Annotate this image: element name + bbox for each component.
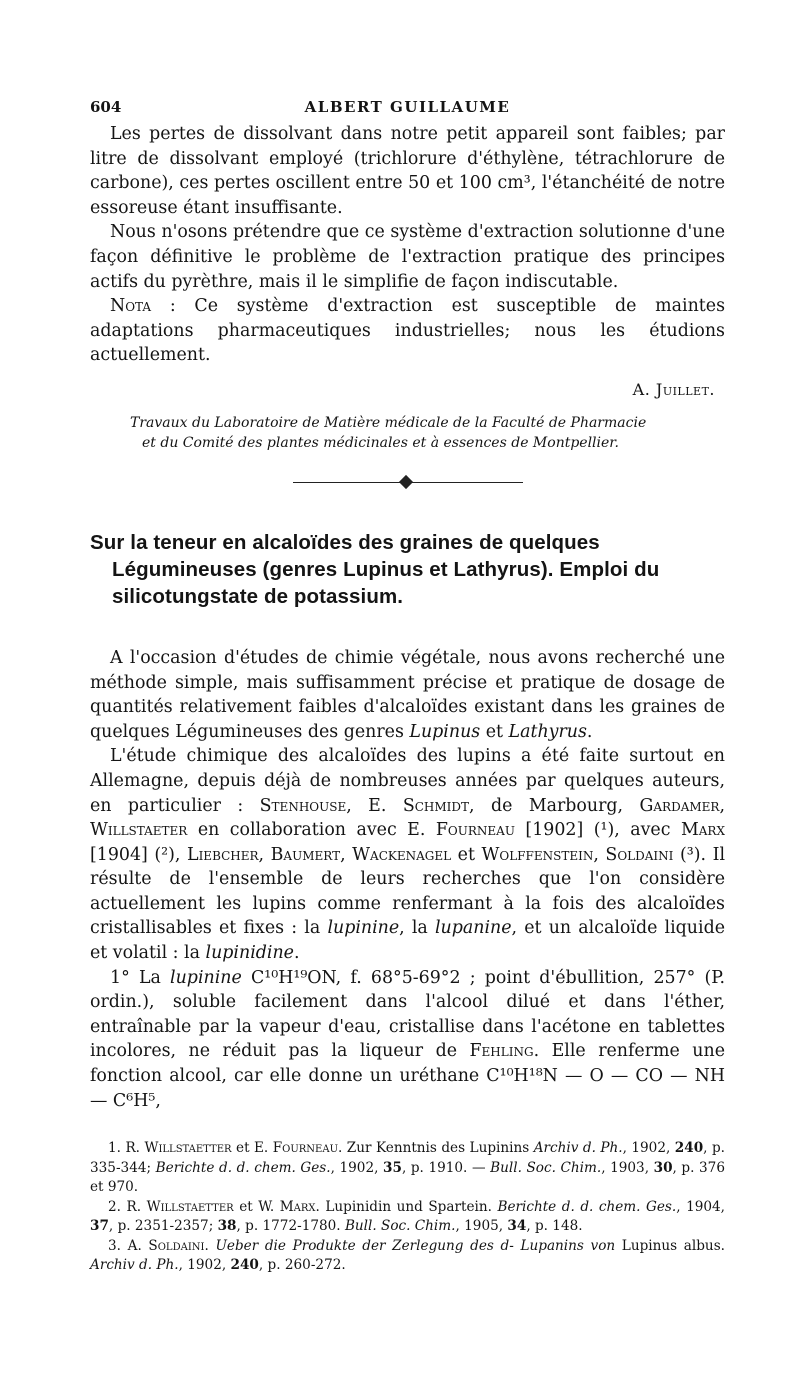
- author-name: Soldaini: [605, 844, 674, 865]
- text-run: . Elle renferme une fonction alcool, car elle donne un uréthane C¹⁰H¹⁸N — O — CO — NH — C⁶H⁵,: [90, 1041, 725, 1111]
- footnote-1: [90, 1139, 725, 1198]
- paragraph-solvent-losses: Les pertes de dissolvant dans notre petit appareil sont faibles; par litre de dissolvant employé (trichlorure d'éthylène, tétrachlorure de carbone), ces pertes oscillent entre 50 et 100 cm³, l'étanchéité de notre essoreuse étant insuffisante.: [90, 124, 725, 218]
- author-name: Willstaetter: [146, 1198, 234, 1215]
- text-run: , p. 376 et 970.: [90, 1159, 725, 1196]
- footnote-2: [90, 1198, 725, 1237]
- text-run: , p. 148.: [526, 1218, 583, 1235]
- text-run: .: [586, 721, 593, 742]
- paragraph-chemical-study: [90, 744, 725, 965]
- page-number: 604: [90, 98, 122, 116]
- text-run: ,: [719, 795, 725, 816]
- text-run: , p. 2351-2357;: [108, 1218, 218, 1235]
- author-name: Schmidt: [402, 795, 470, 816]
- author-name: Fehling: [469, 1041, 534, 1062]
- text-run: , 1902,: [622, 1140, 675, 1157]
- article-title: Sur la teneur en alcaloïdes des graines de quelques Légumineuses (genres Lupinus et Lathyrus). Emploi du silicotungstate de potassium.: [90, 530, 660, 608]
- author-name: Willstaetter: [144, 1140, 232, 1157]
- page-header: [90, 92, 725, 122]
- volume-number: 240: [674, 1140, 704, 1157]
- nota-label: Nota: [110, 296, 152, 317]
- text-run: , p. 335-344;: [90, 1140, 725, 1176]
- text-run: , de Marbourg,: [469, 795, 640, 816]
- author-name: Stenhouse: [259, 795, 347, 816]
- text-run: (³). Il résulte de l'ensemble de leurs recherches que l'on considère actuellement les lupins comme renfermant à la fois des alcaloïdes cristallisables et fixes : la: [90, 844, 726, 939]
- laboratory-note: [90, 413, 725, 453]
- text-run: 2. R.: [108, 1198, 147, 1215]
- volume-number: 30: [653, 1159, 673, 1176]
- paragraph-extraction-system: Nous n'osons prétendre que ce système d'extraction solutionne d'une façon définitive le problème de l'extraction pratique des principes actifs du pyrèthre, mais il le simplifie de façon indiscutable.: [90, 222, 725, 292]
- page: [90, 92, 725, 1276]
- article-title-german: Ueber die Produkte der Zerlegung des d- Lupanins von: [215, 1237, 616, 1254]
- author-name: Marx: [279, 1198, 316, 1215]
- text-run: 3. A.: [108, 1237, 149, 1254]
- author-name: Wackenagel: [352, 844, 452, 865]
- text-run: A l'occasion d'études de chimie végétale, nous avons recherché une méthode simple, mais suffisamment précise et pratique de dosage de quantités relativement faibles d'alcaloïdes existant dans les graines de quelques Légumineuses des genres: [90, 647, 725, 742]
- author-name: Baumert: [270, 844, 341, 865]
- volume-number: 37: [90, 1218, 109, 1235]
- text-run: 1° La: [110, 967, 171, 988]
- compound-name: lupinine: [327, 918, 400, 939]
- text-run: , 1902,: [178, 1257, 231, 1274]
- text-run: , la: [399, 918, 435, 939]
- laboratory-note-line-2: et du Comité des plantes médicinales et à essences de Montpellier.: [142, 434, 619, 451]
- text-run: . Lupinidin und Spartein.: [315, 1198, 498, 1215]
- volume-number: 35: [383, 1159, 402, 1176]
- text-run: L'étude chimique des alcaloïdes des lupins a été faite surtout en Allemagne, depuis déjà de nombreuses années par quelques auteurs, en particulier :: [90, 746, 725, 816]
- text-run: , p. 260-272.: [258, 1257, 346, 1274]
- text-run: ,: [340, 844, 353, 865]
- text-run: C¹⁰H¹⁹ON, f. 68°5-69°2 ; point d'ébullition, 257° (P. ordin.), soluble facilement dans l'alcool dilué et dans l'éther, entraînable par la vapeur d'eau, cristallise dans l'acétone en tablettes incolores, ne réduit pas la liqueur de: [90, 967, 726, 1062]
- text-run: Lupinus albus.: [615, 1237, 725, 1254]
- journal-name: Berichte d. d. chem. Ges.: [155, 1159, 331, 1176]
- text-run: , 1905,: [455, 1218, 508, 1235]
- article-body: [90, 646, 725, 1113]
- text-run: et E.: [231, 1140, 273, 1157]
- text-run: , 1903,: [601, 1159, 654, 1176]
- running-title: ALBERT GUILLAUME: [304, 98, 511, 116]
- text-run: .: [204, 1237, 216, 1254]
- author-name: Wolffenstein: [481, 844, 594, 865]
- paragraph-intro: [90, 646, 725, 744]
- text-run: et W.: [233, 1198, 280, 1215]
- text-run: [1902] (¹), avec: [514, 820, 681, 841]
- journal-name: Bull. Soc. Chim.: [344, 1218, 456, 1235]
- author-name: Marx: [680, 820, 725, 841]
- author-name: Gardamer: [639, 795, 720, 816]
- nota-text: : Ce système d'extraction est susceptible de maintes adaptations pharmaceutiques industrielles; nous les étudions actuellement.: [90, 296, 725, 366]
- author-name: Soldaini: [148, 1237, 205, 1254]
- author-name: Liebcher: [187, 844, 259, 865]
- footnotes: [90, 1139, 725, 1276]
- author-name: Fourneau: [435, 820, 515, 841]
- text-run: [1904] (²),: [90, 844, 188, 865]
- diamond-ornament-icon: [398, 475, 412, 489]
- text-run: , p. 1910. —: [401, 1159, 491, 1176]
- journal-name: Archiv d. Ph.: [533, 1140, 623, 1157]
- author-name: Willstaeter: [90, 820, 188, 841]
- volume-number: 38: [217, 1218, 237, 1235]
- text-run: ,: [258, 844, 271, 865]
- genus-name: Lupinus: [409, 721, 481, 742]
- text-run: . Zur Kenntnis des Lupinins: [338, 1140, 534, 1157]
- author-signature: A. Juillet.: [632, 379, 715, 399]
- genus-name: Lathyrus: [508, 721, 587, 742]
- text-run: , 1904,: [676, 1198, 726, 1215]
- journal-name: Bull. Soc. Chim.: [490, 1159, 602, 1176]
- laboratory-note-line-1: Travaux du Laboratoire de Matière médicale de la Faculté de Pharmacie: [130, 414, 647, 431]
- text-run: et: [480, 721, 509, 742]
- journal-name: Archiv d. Ph.: [90, 1257, 179, 1274]
- text-run: en collaboration avec E.: [187, 820, 436, 841]
- footnote-3: [90, 1237, 725, 1276]
- volume-number: 240: [230, 1257, 259, 1274]
- author-name: Fourneau: [272, 1140, 339, 1157]
- paragraph-lupinine: [90, 966, 725, 1114]
- section-separator: [293, 471, 523, 491]
- journal-name: Berichte d. d. chem. Ges.: [497, 1198, 677, 1215]
- compound-name: lupanine: [435, 918, 512, 939]
- text-run: 1. R.: [108, 1140, 145, 1157]
- text-run: , et un alcaloïde liquide et volatil : la: [90, 918, 725, 964]
- paragraph-nota: [90, 294, 725, 368]
- volume-number: 34: [507, 1218, 527, 1235]
- compound-name: lupinine: [170, 967, 242, 988]
- text-run: ,: [593, 844, 606, 865]
- text-run: et: [451, 844, 482, 865]
- text-run: , E.: [346, 795, 403, 816]
- compound-name: lupinidine: [205, 943, 294, 964]
- text-run: .: [293, 943, 300, 964]
- text-run: , 1902,: [330, 1159, 384, 1176]
- text-run: , p. 1772-1780.: [236, 1218, 345, 1235]
